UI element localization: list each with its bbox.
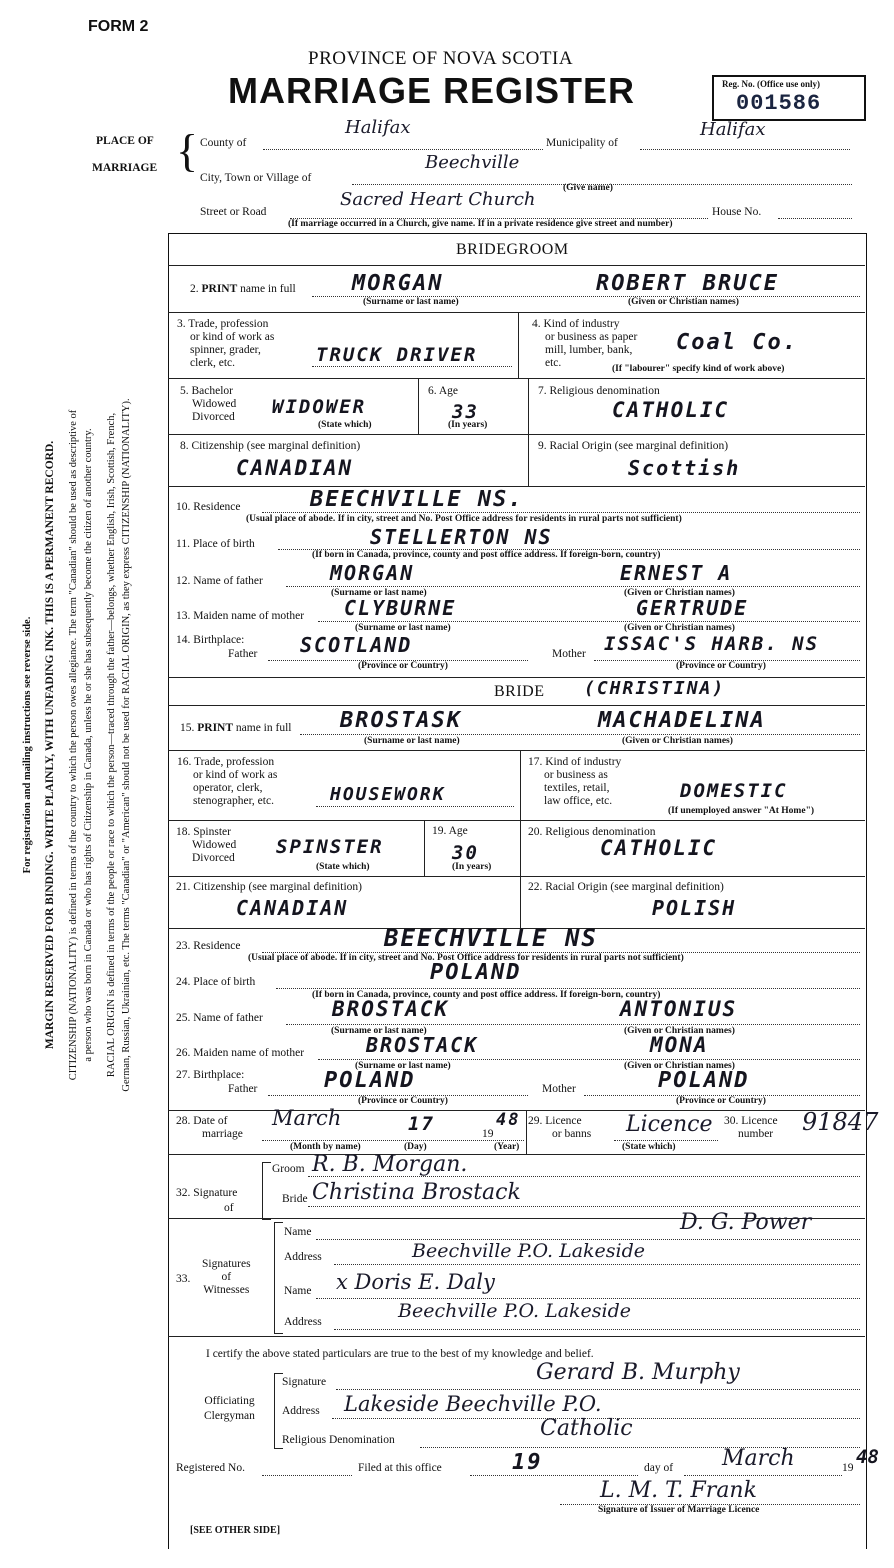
groom-trade-value: TRUCK DRIVER [316, 344, 478, 366]
bride-industry-label-3: textiles, retail, [544, 782, 610, 794]
reg-no-box [712, 75, 866, 121]
witness2-address: Beechville P.O. Lakeside [398, 1300, 632, 1322]
margin-instructions [20, 45, 180, 1445]
groom-religion-value: CATHOLIC [612, 398, 730, 422]
day-of-label: day of [644, 1462, 674, 1474]
bride-birth-value: POLAND [430, 960, 522, 985]
county-value: Halifax [345, 117, 411, 138]
bride-father-surname-caption: (Surname or last name) [331, 1026, 427, 1036]
groom-industry-label-1: 4. Kind of industry [532, 318, 620, 330]
bride-mother-province-caption: (Province or Country) [676, 1096, 766, 1106]
groom-trade-label-2: or kind of work as [190, 331, 275, 343]
signature-32-label-2: of [224, 1202, 234, 1214]
bride-mother-given: MONA [650, 1033, 709, 1057]
bride-birthplace-father-label: Father [228, 1083, 258, 1095]
licence-caption: (State which) [622, 1142, 676, 1152]
brace-33 [274, 1222, 283, 1334]
bride-mother-surname-caption: (Surname or last name) [355, 1061, 451, 1071]
filed-year: 48 [856, 1446, 879, 1468]
groom-status-label-2: Widowed [192, 398, 237, 410]
bride-residence-label: 23. Residence [176, 940, 241, 952]
marriage-day: 17 [408, 1113, 435, 1135]
place-label-1: PLACE OF [96, 135, 154, 147]
marriage-date-label-1: 28. Date of [176, 1115, 228, 1127]
bride-trade-label-4: stenographer, etc. [193, 795, 274, 807]
bride-birthplace-father: POLAND [324, 1068, 416, 1093]
groom-birthplace-father-label: Father [228, 648, 258, 660]
bride-racial-label: 22. Racial Origin (see marginal definition) [528, 881, 724, 893]
bride-surname: BROSTASK [340, 708, 462, 733]
bride-racial-value: POLISH [652, 896, 737, 920]
groom-birthplace-label: 14. Birthplace: [176, 634, 245, 646]
bride-citizenship-value: CANADIAN [236, 896, 349, 920]
bride-given-caption: (Given or Christian names) [622, 736, 733, 746]
witness2-address-label: Address [284, 1316, 322, 1328]
groom-industry-label-4: etc. [545, 357, 562, 369]
see-other-side: [SEE OTHER SIDE] [190, 1525, 281, 1536]
witness1-name-label: Name [284, 1226, 312, 1238]
officiating-label-2: Clergyman [204, 1410, 255, 1422]
bride-surname-caption: (Surname or last name) [364, 736, 460, 746]
bride-name-label [180, 722, 291, 734]
licence-no-label-1: 30. Licence [724, 1115, 778, 1127]
groom-citizenship-label: 8. Citizenship (see marginal definition) [180, 440, 361, 452]
bride-name-num: 15. [180, 722, 195, 734]
bride-section-title: BRIDE [494, 683, 545, 700]
groom-status-value: WIDOWER [272, 396, 367, 418]
groom-surname-caption: (Surname or last name) [363, 297, 459, 307]
bride-birthplace-label: 27. Birthplace: [176, 1069, 245, 1081]
groom-birthplace-mother-label: Mother [552, 648, 586, 660]
groom-father-given-caption: (Given or Christian names) [624, 588, 735, 598]
certify-text: I certify the above stated particulars are true to the best of my knowledge and belief. [206, 1348, 594, 1360]
witness-label [202, 1258, 251, 1297]
groom-citizenship-value: CANADIAN [236, 456, 354, 480]
groom-status-label-3: Divorced [192, 411, 235, 423]
groom-industry-label-2: or business as paper [545, 331, 638, 343]
groom-mother-label: 13. Maiden name of mother [176, 610, 305, 622]
groom-residence-value: BEECHVILLE NS. [310, 487, 524, 512]
sidebar-line-4: a person who was born in Canada or who has rights of Citizenship in Canada, unless he or she has subsequently become the citizen of another country. [83, 428, 94, 1062]
witness-label-2: of [221, 1271, 232, 1283]
groom-birthplace-mother: ISSAC'S HARB. NS [604, 633, 820, 655]
bride-trade-label-2: or kind of work as [193, 769, 278, 781]
groom-status-label-1: 5. Bachelor [180, 385, 234, 397]
groom-trade-label-3: spinner, grader, [190, 344, 261, 356]
groom-father-surname-caption: (Surname or last name) [331, 588, 427, 598]
city-label: City, Town or Village of [200, 172, 312, 184]
groom-father-label: 12. Name of father [176, 575, 263, 587]
bride-signature: Christina Brostack [312, 1180, 521, 1205]
bride-industry-label [528, 756, 621, 808]
county-label: County of [200, 137, 247, 149]
groom-name-num: 2. [190, 283, 199, 295]
marriage-year-prefix: 19 [482, 1128, 494, 1140]
groom-father-province-caption: (Province or Country) [358, 661, 448, 671]
groom-birthplace-father: SCOTLAND [300, 633, 413, 657]
give-name-caption: (Give name) [563, 183, 613, 193]
groom-mother-given-caption: (Given or Christian names) [624, 623, 735, 633]
officiating-label [204, 1394, 255, 1424]
groom-residence-caption: (Usual place of abode. If in city, street and No. Post Office address for residents in rural parts not sufficient) [246, 514, 682, 524]
bride-age-caption: (In years) [452, 862, 492, 872]
groom-religion-label: 7. Religious denomination [538, 385, 660, 397]
groom-status-caption: (State which) [318, 420, 372, 430]
bride-father-surname: BROSTACK [332, 997, 450, 1021]
sidebar-line-6: German, Russian, Ukrainian, etc. The terms "Canadian" or "American" should not be used for RACIAL ORIGIN, as they express CITIZENSHIP (NATIONALITY). [121, 398, 132, 1092]
marriage-month-caption: (Month by name) [290, 1142, 361, 1152]
groom-mother-given: GERTRUDE [636, 596, 749, 620]
bride-name-rest: name in full [235, 722, 292, 734]
groom-industry-label-3: mill, lumber, bank, [545, 344, 633, 356]
bride-religion-label: 20. Religious denomination [528, 826, 656, 838]
marriage-month: March [272, 1106, 342, 1130]
groom-birth-label: 11. Place of birth [176, 538, 255, 550]
bride-trade-value: HOUSEWORK [330, 784, 446, 805]
witness-num: 33. [176, 1273, 191, 1285]
groom-father-given: ERNEST A [620, 561, 733, 585]
groom-print-label: PRINT [201, 283, 238, 295]
place-note: (If marriage occurred in a Church, give name. If in a private residence give street and number) [288, 219, 673, 229]
groom-age-caption: (In years) [448, 420, 488, 430]
reg-no-value: 001586 [736, 91, 822, 116]
reg-no-label: Reg. No. (Office use only) [722, 79, 820, 89]
bride-father-province-caption: (Province or Country) [358, 1096, 448, 1106]
bride-age-value: 30 [452, 842, 479, 864]
witness1-name: D. G. Power [680, 1210, 812, 1235]
groom-industry-label [532, 318, 637, 370]
licence-no-label [724, 1115, 778, 1141]
province-heading: PROVINCE OF NOVA SCOTIA [308, 48, 574, 69]
sidebar-line-3: CITIZENSHIP (NATIONALITY) is defined in terms of the country to which the person owes allegiance. The term "Canadian" should be used as descriptive of [68, 409, 79, 1081]
groom-age-value: 33 [452, 401, 479, 423]
registered-no-label: Registered No. [176, 1462, 245, 1474]
groom-status-label [180, 385, 236, 424]
filed-day: 19 [512, 1450, 543, 1475]
licence-label-1: 29. Licence [528, 1115, 582, 1127]
bride-birthplace-mother: POLAND [658, 1068, 750, 1093]
groom-mother-province-caption: (Province or Country) [676, 661, 766, 671]
bride-age-label: 19. Age [432, 825, 468, 837]
groom-signature: R. B. Morgan. [312, 1152, 468, 1177]
issuer-caption: Signature of Issuer of Marriage Licence [598, 1505, 760, 1515]
licence-no-label-2: number [738, 1128, 774, 1140]
clergy-address-label: Address [282, 1405, 320, 1417]
groom-given-caption: (Given or Christian names) [628, 297, 739, 307]
groom-trade-label [177, 318, 274, 370]
clergy-denomination: Catholic [540, 1416, 633, 1441]
groom-trade-label-4: clerk, etc. [190, 357, 236, 369]
marriage-date-label-2: marriage [202, 1128, 243, 1140]
licence-value: Licence [626, 1112, 713, 1137]
bride-industry-caption: (If unemployed answer "At Home") [668, 806, 815, 816]
groom-racial-label: 9. Racial Origin (see marginal definition) [538, 440, 729, 452]
sidebar-line-2: MARGIN RESERVED FOR BINDING. WRITE PLAINLY, WITH UNFADING INK. THIS IS A PERMANENT RECORD. [44, 440, 56, 1050]
witness2-name: x Doris E. Daly [336, 1270, 495, 1294]
bride-industry-label-2: or business as [544, 769, 608, 781]
municipality-label: Municipality of [546, 137, 618, 149]
page-title: MARRIAGE REGISTER [228, 70, 636, 111]
place-brace: { [176, 125, 199, 176]
witness-label-1: Signatures [202, 1258, 251, 1270]
bride-residence-caption: (Usual place of abode. If in city, street and No. Post Office address for residents in rural parts not sufficient) [248, 953, 684, 963]
groom-industry-value: Coal Co. [676, 330, 798, 355]
licence-label-2: or banns [552, 1128, 592, 1140]
groom-father-surname: MORGAN [330, 561, 415, 585]
clergy-signature: Gerard B. Murphy [536, 1360, 740, 1385]
sidebar-line-1: For registration and mailing instructions see reverse side. [22, 616, 33, 874]
bride-trade-label [177, 756, 277, 808]
marriage-year-caption: (Year) [494, 1142, 520, 1152]
house-no-label: House No. [712, 206, 762, 218]
groom-trade-label-1: 3. Trade, profession [177, 318, 269, 330]
clergy-address: Lakeside Beechville P.O. [344, 1392, 602, 1416]
bride-industry-label-1: 17. Kind of industry [528, 756, 622, 768]
groom-surname: MORGAN [352, 271, 444, 296]
groom-name-rest: name in full [240, 283, 296, 295]
groom-age-label: 6. Age [428, 385, 459, 397]
bride-birthplace-mother-label: Mother [542, 1083, 576, 1095]
bride-residence-value: BEECHVILLE NS [384, 924, 598, 952]
witness2-name-label: Name [284, 1285, 312, 1297]
bride-given: MACHADELINA [598, 708, 766, 733]
sidebar-line-5: RACIAL ORIGIN is defined in terms of the people or race to which the person—traced through the father—belongs, whether English, Irish, Scottish, French, [106, 412, 117, 1078]
street-value: Sacred Heart Church [340, 189, 536, 210]
groom-birth-value: STELLERTON NS [370, 525, 553, 549]
city-value: Beechville [425, 152, 520, 173]
groom-name-label [190, 283, 296, 295]
bride-father-label: 25. Name of father [176, 1012, 263, 1024]
bride-religion-value: CATHOLIC [600, 836, 718, 860]
bride-father-given-caption: (Given or Christian names) [624, 1026, 735, 1036]
bride-birth-caption: (If born in Canada, province, county and post office address. If foreign-born, country) [312, 990, 661, 1000]
bride-mother-label: 26. Maiden name of mother [176, 1047, 305, 1059]
groom-mother-surname-caption: (Surname or last name) [355, 623, 451, 633]
officiating-label-1: Officiating [204, 1395, 255, 1407]
marriage-date-label [176, 1115, 243, 1141]
licence-number: 91847 [802, 1108, 879, 1136]
bride-annotation: (CHRISTINA) [584, 678, 726, 699]
bride-status-label-2: Widowed [192, 839, 237, 851]
bride-industry-value: DOMESTIC [680, 780, 788, 802]
brace-32 [262, 1162, 271, 1220]
marriage-year: 48 [496, 1110, 521, 1130]
groom-industry-caption: (If "labourer" specify kind of work above) [612, 364, 785, 374]
signature-32-label [176, 1186, 237, 1216]
bride-trade-label-3: operator, clerk, [193, 782, 263, 794]
bride-industry-label-4: law office, etc. [544, 795, 613, 807]
bride-father-given: ANTONIUS [620, 997, 738, 1021]
signature-32-label-1: 32. Signature [176, 1187, 238, 1199]
bride-print-label: PRINT [197, 722, 234, 734]
filed-year-prefix: 19 [842, 1462, 854, 1474]
bride-birth-label: 24. Place of birth [176, 976, 256, 988]
marriage-day-caption: (Day) [404, 1142, 427, 1152]
witness1-address-label: Address [284, 1251, 322, 1263]
groom-racial-value: Scottish [628, 456, 741, 480]
groom-mother-surname: CLYBURNE [344, 596, 457, 620]
bride-trade-label-1: 16. Trade, profession [177, 756, 275, 768]
groom-section-title: BRIDEGROOM [456, 241, 569, 258]
groom-birth-caption: (If born in Canada, province, county and post office address. If foreign-born, country) [312, 550, 661, 560]
clergy-denom-label: Religious Denomination [282, 1434, 395, 1446]
place-label-2: MARRIAGE [92, 162, 158, 174]
filed-label: Filed at this office [358, 1462, 442, 1474]
filed-month: March [722, 1446, 795, 1471]
bride-sig-label: Bride [282, 1193, 308, 1205]
issuer-signature: L. M. T. Frank [600, 1478, 757, 1503]
street-label: Street or Road [200, 206, 267, 218]
groom-given: ROBERT BRUCE [596, 271, 779, 296]
bride-mother-surname: BROSTACK [366, 1033, 479, 1057]
bride-status-label [176, 826, 236, 865]
licence-label [528, 1115, 591, 1141]
groom-residence-label: 10. Residence [176, 501, 241, 513]
bride-status-value: SPINSTER [276, 836, 384, 858]
bride-status-caption: (State which) [316, 862, 370, 872]
form-label: FORM 2 [88, 18, 149, 35]
groom-sig-label: Groom [272, 1163, 305, 1175]
bride-status-label-3: Divorced [192, 852, 235, 864]
bride-status-label-1: 18. Spinster [176, 826, 231, 838]
witness-label-3: Witnesses [203, 1284, 250, 1296]
bride-mother-given-caption: (Given or Christian names) [624, 1061, 735, 1071]
municipality-value: Halifax [700, 119, 766, 140]
witness1-address: Beechville P.O. Lakeside [412, 1240, 646, 1262]
bride-citizenship-label: 21. Citizenship (see marginal definition) [176, 881, 362, 893]
clergy-signature-label: Signature [282, 1376, 327, 1388]
